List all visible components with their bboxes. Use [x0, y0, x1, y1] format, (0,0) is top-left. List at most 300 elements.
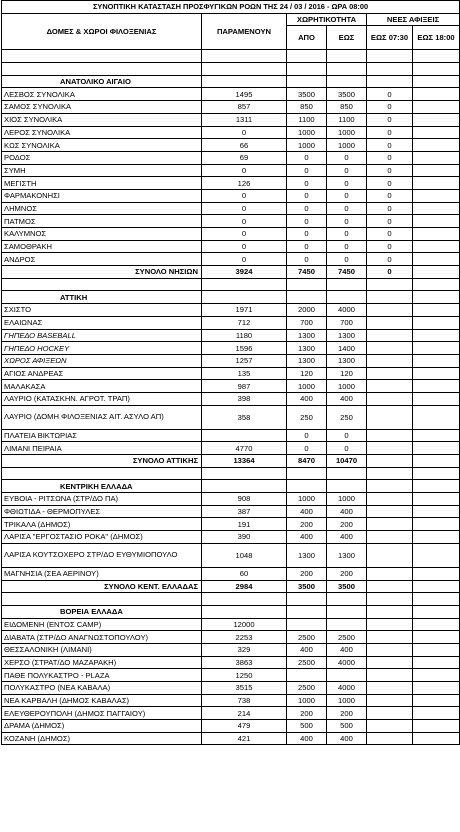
- until-0730-cell: [367, 329, 413, 342]
- until-0730-cell: [367, 442, 413, 455]
- remaining-cell: 3863: [202, 656, 287, 669]
- table-row: [2, 151, 460, 164]
- facility-name: ΔΡΑΜΑ (ΔΗΜΟΣ): [2, 720, 202, 733]
- empty-cell: [202, 291, 287, 304]
- empty-cell: [367, 278, 413, 291]
- empty-cell: [367, 63, 413, 76]
- capacity-from-cell: 0: [287, 240, 327, 253]
- empty-cell: [413, 278, 460, 291]
- remaining-cell: 387: [202, 505, 287, 518]
- until-0730-cell: [367, 493, 413, 506]
- table-row: [2, 405, 460, 429]
- capacity-to-cell: 200: [327, 518, 367, 531]
- section-header-row: [2, 75, 460, 88]
- facility-name: ΓΗΠΕΔΟ HOCKEY: [2, 342, 202, 355]
- until-1800-cell: [413, 342, 460, 355]
- empty-cell: [367, 605, 413, 618]
- section-title: ΚΕΝΤΡΙΚΗ ΕΛΛΑΔΑ: [2, 480, 202, 493]
- until-0730-cell: 0: [367, 113, 413, 126]
- remaining-cell: 1048: [202, 543, 287, 567]
- remaining-cell: 398: [202, 392, 287, 405]
- capacity-from-cell: 400: [287, 732, 327, 745]
- empty-cell: [287, 480, 327, 493]
- remaining-cell: 0: [202, 189, 287, 202]
- new-departures-header: ΝΕΕΣ ΑΦΙΞΕΙΣ: [367, 13, 460, 26]
- capacity-from-cell: 2500: [287, 682, 327, 695]
- total-row: [2, 455, 460, 468]
- until-1800-cell: [413, 580, 460, 593]
- capacity-to-cell: 1300: [327, 354, 367, 367]
- until-1800-cell: [413, 240, 460, 253]
- empty-cell: [413, 291, 460, 304]
- capacity-from-cell: 400: [287, 392, 327, 405]
- empty-cell: [327, 63, 367, 76]
- table-row: [2, 113, 460, 126]
- remaining-cell: 3924: [202, 266, 287, 279]
- until-1800-cell: [413, 189, 460, 202]
- table-row: [2, 505, 460, 518]
- facility-name: ΛΑΡΙΣΑ ΚΟΥΤΣΟΧΕΡΟ ΣΤΡ/ΔΟ ΕΥΘΥΜΙΟΠΟΥΛΟ: [2, 543, 202, 567]
- remaining-cell: 1257: [202, 354, 287, 367]
- empty-cell: [413, 480, 460, 493]
- capacity-to-cell: 1300: [327, 543, 367, 567]
- remaining-cell: 908: [202, 493, 287, 506]
- capacity-from-cell: 400: [287, 505, 327, 518]
- until-1800-cell: [413, 215, 460, 228]
- capacity-from-cell: 500: [287, 720, 327, 733]
- facility-name: ΛΑΡΙΣΑ "ΕΡΓΟΣΤΑΣΙΟ ΡΟΚΑ" (ΔΗΜΟΣ): [2, 531, 202, 544]
- table-row: [2, 316, 460, 329]
- facility-name: ΓΗΠΕΔΟ BASEBALL: [2, 329, 202, 342]
- until-1800-cell: [413, 177, 460, 190]
- capacity-from-cell: 1300: [287, 543, 327, 567]
- until-1800-cell: [413, 126, 460, 139]
- until-1800-cell: [413, 380, 460, 393]
- empty-cell: [287, 75, 327, 88]
- capacity-from-cell: 700: [287, 316, 327, 329]
- total-row: [2, 266, 460, 279]
- section-title: ΑΝΑΤΟΛΙΚΟ ΑΙΓΑΙΟ: [2, 75, 202, 88]
- empty-cell: [413, 75, 460, 88]
- capacity-header: ΧΩΡΗΤΙΚΟΤΗΤΑ: [287, 13, 367, 26]
- capacity-from-cell: 2500: [287, 656, 327, 669]
- until-1800-cell: [413, 354, 460, 367]
- capacity-to-cell: 1100: [327, 113, 367, 126]
- table-row: [2, 618, 460, 631]
- capacity-to-cell: 400: [327, 505, 367, 518]
- facility-name: ΛΕΡΟΣ ΣΥΝΟΛΙΚΑ: [2, 126, 202, 139]
- total-label: ΣΥΝΟΛΟ ΑΤΤΙΚΗΣ: [2, 455, 202, 468]
- until-1800-cell: [413, 543, 460, 567]
- until-1800-cell: [413, 518, 460, 531]
- until-1800-cell: [413, 669, 460, 682]
- remaining-cell: 191: [202, 518, 287, 531]
- until-1800-cell: [413, 329, 460, 342]
- remaining-cell: 1495: [202, 88, 287, 101]
- capacity-to-cell: 400: [327, 732, 367, 745]
- facility-name: ΕΥΒΟΙΑ - ΡΙΤΣΩΝΑ (ΣΤΡ/ΔΟ ΠΑ): [2, 493, 202, 506]
- capacity-from-cell: 3500: [287, 88, 327, 101]
- until-0730-cell: [367, 304, 413, 317]
- table-row: [2, 720, 460, 733]
- facility-name: ΦΘΙΩΤΙΔΑ - ΘΕΡΜΟΠΥΛΕΣ: [2, 505, 202, 518]
- capacity-from-cell: 0: [287, 253, 327, 266]
- until-0730-header: ΕΩΣ 07:30: [367, 26, 413, 50]
- until-1800-cell: [413, 707, 460, 720]
- remaining-cell: 738: [202, 694, 287, 707]
- until-1800-cell: [413, 682, 460, 695]
- remaining-cell: 1971: [202, 304, 287, 317]
- until-1800-cell: [413, 405, 460, 429]
- until-0730-cell: 0: [367, 101, 413, 114]
- empty-cell: [202, 63, 287, 76]
- capacity-from-cell: 1300: [287, 342, 327, 355]
- capacity-from-cell: 7450: [287, 266, 327, 279]
- capacity-from-cell: 2000: [287, 304, 327, 317]
- empty-cell: [327, 50, 367, 63]
- empty-cell: [287, 605, 327, 618]
- remaining-cell: 4770: [202, 442, 287, 455]
- until-0730-cell: [367, 354, 413, 367]
- table-row: [2, 429, 460, 442]
- remaining-cell: 13364: [202, 455, 287, 468]
- remaining-header: ΠΑΡΑΜΕΝΟΥΝ: [202, 13, 287, 50]
- capacity-to-cell: 1000: [327, 139, 367, 152]
- capacity-from-cell: 1300: [287, 354, 327, 367]
- until-0730-cell: 0: [367, 139, 413, 152]
- table-row: [2, 228, 460, 241]
- facility-name: ΧΩΡΟΣ ΑΦΙΞΕΩΝ: [2, 354, 202, 367]
- capacity-from-cell: 400: [287, 531, 327, 544]
- until-1800-cell: [413, 367, 460, 380]
- table-row: [2, 202, 460, 215]
- capacity-to-cell: 400: [327, 531, 367, 544]
- empty-cell: [202, 593, 287, 606]
- capacity-from-cell: 1000: [287, 139, 327, 152]
- capacity-to-cell: 700: [327, 316, 367, 329]
- capacity-to-header: ΕΩΣ: [327, 26, 367, 50]
- empty-cell: [367, 75, 413, 88]
- until-0730-cell: [367, 316, 413, 329]
- until-1800-cell: [413, 505, 460, 518]
- empty-cell: [413, 63, 460, 76]
- capacity-from-cell: 200: [287, 518, 327, 531]
- facility-name: ΔΙΑΒΑΤΑ (ΣΤΡ/ΔΟ ΑΝΑΓΝΩΣΤΟΠΟΥΛΟΥ): [2, 631, 202, 644]
- capacity-from-cell: 0: [287, 164, 327, 177]
- capacity-to-cell: 1400: [327, 342, 367, 355]
- section-header-row: [2, 605, 460, 618]
- capacity-to-cell: 850: [327, 101, 367, 114]
- remaining-cell: 69: [202, 151, 287, 164]
- capacity-to-cell: 0: [327, 151, 367, 164]
- capacity-from-cell: [287, 669, 327, 682]
- until-0730-cell: 0: [367, 253, 413, 266]
- remaining-cell: 479: [202, 720, 287, 733]
- table-row: [2, 215, 460, 228]
- empty-cell: [367, 50, 413, 63]
- until-1800-cell: [413, 694, 460, 707]
- facility-name: ΠΑΤΜΟΣ: [2, 215, 202, 228]
- empty-cell: [2, 63, 202, 76]
- until-0730-cell: [367, 732, 413, 745]
- table-row: [2, 732, 460, 745]
- capacity-from-cell: 1000: [287, 694, 327, 707]
- capacity-to-cell: [327, 669, 367, 682]
- until-0730-cell: 0: [367, 151, 413, 164]
- capacity-from-cell: 400: [287, 643, 327, 656]
- table-row: [2, 442, 460, 455]
- facility-name: ΦΑΡΜΑΚΟΝΗΣΙ: [2, 189, 202, 202]
- until-0730-cell: [367, 669, 413, 682]
- capacity-from-cell: 0: [287, 215, 327, 228]
- empty-cell: [413, 593, 460, 606]
- capacity-from-cell: 200: [287, 567, 327, 580]
- facility-name: ΛΗΜΝΟΣ: [2, 202, 202, 215]
- remaining-cell: 0: [202, 253, 287, 266]
- empty-cell: [202, 50, 287, 63]
- total-row: [2, 580, 460, 593]
- capacity-to-cell: 7450: [327, 266, 367, 279]
- capacity-from-cell: 1000: [287, 380, 327, 393]
- capacity-to-cell: 3500: [327, 580, 367, 593]
- until-1800-cell: [413, 631, 460, 644]
- remaining-cell: 1596: [202, 342, 287, 355]
- capacity-from-cell: 8470: [287, 455, 327, 468]
- until-0730-cell: [367, 643, 413, 656]
- until-1800-cell: [413, 643, 460, 656]
- facility-name: ΣΧΙΣΤΟ: [2, 304, 202, 317]
- until-1800-cell: [413, 88, 460, 101]
- until-0730-cell: 0: [367, 177, 413, 190]
- table-row: [2, 567, 460, 580]
- remaining-cell: 421: [202, 732, 287, 745]
- until-0730-cell: [367, 367, 413, 380]
- remaining-cell: 12000: [202, 618, 287, 631]
- until-1800-cell: [413, 720, 460, 733]
- empty-cell: [367, 593, 413, 606]
- empty-cell: [287, 593, 327, 606]
- until-1800-cell: [413, 567, 460, 580]
- until-0730-cell: [367, 543, 413, 567]
- table-row: [2, 669, 460, 682]
- capacity-to-cell: 2500: [327, 631, 367, 644]
- until-1800-cell: [413, 139, 460, 152]
- page-title: ΣΥΝΟΠΤΙΚΗ ΚΑΤΑΣΤΑΣΗ ΠΡΟΣΦΥΓΙΚΩΝ ΡΟΩΝ ΤΗΣ 24 / 03 / 2016 - ΩΡΑ 08:00: [2, 1, 460, 14]
- facility-name: ΧΕΡΣΟ (ΣΤΡΑΤ/ΔΟ ΜΑΖΑΡΑΚΗ): [2, 656, 202, 669]
- facility-name: ΛΙΜΑΝΙ ΠΕΙΡΑΙΑ: [2, 442, 202, 455]
- table-row: [2, 380, 460, 393]
- capacity-from-cell: 200: [287, 707, 327, 720]
- remaining-cell: 712: [202, 316, 287, 329]
- table-row: [2, 88, 460, 101]
- spacer-row: [2, 63, 460, 76]
- facility-name: ΠΑΘΕ ΠΟΛΥΚΑΣΤΡΟ - PLAZA: [2, 669, 202, 682]
- capacity-from-cell: 1000: [287, 126, 327, 139]
- capacity-to-cell: 0: [327, 240, 367, 253]
- table-row: [2, 177, 460, 190]
- capacity-to-cell: 0: [327, 202, 367, 215]
- remaining-cell: 0: [202, 202, 287, 215]
- capacity-to-cell: 4000: [327, 682, 367, 695]
- until-0730-cell: [367, 518, 413, 531]
- total-label: ΣΥΝΟΛΟ ΝΗΣΙΩΝ: [2, 266, 202, 279]
- empty-cell: [327, 605, 367, 618]
- until-0730-cell: [367, 580, 413, 593]
- remaining-cell: 329: [202, 643, 287, 656]
- remaining-cell: 3515: [202, 682, 287, 695]
- table-row: [2, 189, 460, 202]
- capacity-from-cell: 250: [287, 405, 327, 429]
- capacity-to-cell: 200: [327, 567, 367, 580]
- empty-cell: [367, 467, 413, 480]
- facility-name: ΝΕΑ ΚΑΡΒΑΛΗ (ΔΗΜΟΣ ΚΑΒΑΛΑΣ): [2, 694, 202, 707]
- facility-name: ΠΛΑΤΕΙΑ ΒΙΚΤΩΡΙΑΣ: [2, 429, 202, 442]
- facility-name: ΚΩΣ ΣΥΝΟΛΙΚΑ: [2, 139, 202, 152]
- remaining-cell: 358: [202, 405, 287, 429]
- until-1800-cell: [413, 316, 460, 329]
- capacity-to-cell: 400: [327, 392, 367, 405]
- facility-name: ΕΛΑΙΩΝΑΣ: [2, 316, 202, 329]
- empty-cell: [327, 467, 367, 480]
- empty-cell: [2, 50, 202, 63]
- until-0730-cell: [367, 342, 413, 355]
- empty-cell: [413, 605, 460, 618]
- capacity-from-cell: 850: [287, 101, 327, 114]
- facility-name: ΣΑΜΟΣ ΣΥΝΟΛΙΚΑ: [2, 101, 202, 114]
- facility-name: ΕΙΔΟΜΕΝΗ (ΕΝΤΟΣ CAMP): [2, 618, 202, 631]
- until-0730-cell: [367, 720, 413, 733]
- remaining-cell: 1250: [202, 669, 287, 682]
- table-row: [2, 354, 460, 367]
- table-row: [2, 707, 460, 720]
- remaining-cell: 135: [202, 367, 287, 380]
- facility-name: ΣΥΜΗ: [2, 164, 202, 177]
- until-0730-cell: 0: [367, 202, 413, 215]
- facility-name: ΕΛΕΥΘΕΡΟΥΠΟΛΗ (ΔΗΜΟΣ ΠΑΓΓΑΙΟΥ): [2, 707, 202, 720]
- table-row: [2, 101, 460, 114]
- capacity-to-cell: 4000: [327, 304, 367, 317]
- facility-name: ΜΑΓΝΗΣΙΑ (ΣΕΑ ΑΕΡΙΝΟΥ): [2, 567, 202, 580]
- facility-name: ΤΡΙΚΑΛΑ (ΔΗΜΟΣ): [2, 518, 202, 531]
- until-1800-cell: [413, 618, 460, 631]
- until-1800-cell: [413, 113, 460, 126]
- section-title: ΑΤΤΙΚΗ: [2, 291, 202, 304]
- table-row: [2, 392, 460, 405]
- remaining-cell: 126: [202, 177, 287, 190]
- empty-cell: [327, 75, 367, 88]
- until-0730-cell: [367, 682, 413, 695]
- empty-cell: [2, 278, 202, 291]
- capacity-from-cell: 2500: [287, 631, 327, 644]
- table-row: [2, 631, 460, 644]
- empty-cell: [2, 593, 202, 606]
- until-0730-cell: 0: [367, 240, 413, 253]
- table-row: [2, 240, 460, 253]
- until-1800-cell: [413, 531, 460, 544]
- capacity-to-cell: 1000: [327, 493, 367, 506]
- facility-name: ΛΕΣΒΟΣ ΣΥΝΟΛΙΚΑ: [2, 88, 202, 101]
- remaining-cell: 1180: [202, 329, 287, 342]
- table-row: [2, 682, 460, 695]
- section-title: ΒΟΡΕΙΑ ΕΛΛΑΔΑ: [2, 605, 202, 618]
- table-row: [2, 126, 460, 139]
- capacity-to-cell: 400: [327, 643, 367, 656]
- facility-name: ΣΑΜΟΘΡΑΚΗ: [2, 240, 202, 253]
- empty-cell: [327, 480, 367, 493]
- capacity-from-cell: 0: [287, 442, 327, 455]
- until-1800-cell: [413, 253, 460, 266]
- until-0730-cell: 0: [367, 126, 413, 139]
- remaining-cell: 66: [202, 139, 287, 152]
- facility-name: ΛΑΥΡΙΟ (ΚΑΤΑΣΚΗΝ. ΑΓΡΟΤ. ΤΡΑΠ): [2, 392, 202, 405]
- until-0730-cell: [367, 455, 413, 468]
- until-0730-cell: 0: [367, 189, 413, 202]
- until-0730-cell: [367, 631, 413, 644]
- capacity-from-cell: 120: [287, 367, 327, 380]
- until-1800-cell: [413, 455, 460, 468]
- capacity-from-cell: 1300: [287, 329, 327, 342]
- capacity-to-cell: 500: [327, 720, 367, 733]
- capacity-to-cell: 1000: [327, 380, 367, 393]
- empty-cell: [2, 467, 202, 480]
- remaining-cell: [202, 429, 287, 442]
- capacity-to-cell: 0: [327, 429, 367, 442]
- remaining-cell: 1311: [202, 113, 287, 126]
- capacity-to-cell: 0: [327, 215, 367, 228]
- table-body: [2, 1, 460, 745]
- until-1800-cell: [413, 202, 460, 215]
- empty-cell: [287, 278, 327, 291]
- capacity-from-cell: 0: [287, 228, 327, 241]
- until-0730-cell: [367, 531, 413, 544]
- capacity-to-cell: 0: [327, 442, 367, 455]
- spacer-row: [2, 278, 460, 291]
- facility-name: ΧΙΟΣ ΣΥΝΟΛΙΚΑ: [2, 113, 202, 126]
- empty-cell: [202, 480, 287, 493]
- empty-cell: [367, 480, 413, 493]
- until-0730-cell: [367, 392, 413, 405]
- capacity-to-cell: 0: [327, 228, 367, 241]
- capacity-from-cell: 1000: [287, 493, 327, 506]
- remaining-cell: 0: [202, 240, 287, 253]
- capacity-to-cell: 0: [327, 253, 367, 266]
- capacity-to-cell: 0: [327, 177, 367, 190]
- until-1800-cell: [413, 392, 460, 405]
- until-1800-cell: [413, 101, 460, 114]
- total-label: ΣΥΝΟΛΟ ΚΕΝΤ. ΕΛΛΑΔΑΣ: [2, 580, 202, 593]
- spacer-row: [2, 467, 460, 480]
- until-0730-cell: [367, 567, 413, 580]
- facility-name: ΠΟΛΥΚΑΣΤΡΟ (ΝΕΑ ΚΑΒΑΛΑ): [2, 682, 202, 695]
- facility-name: ΚΑΛΥΜΝΟΣ: [2, 228, 202, 241]
- table-row: [2, 304, 460, 317]
- empty-cell: [367, 291, 413, 304]
- capacity-to-cell: 0: [327, 164, 367, 177]
- remaining-cell: 987: [202, 380, 287, 393]
- remaining-cell: 60: [202, 567, 287, 580]
- capacity-to-cell: [327, 618, 367, 631]
- until-1800-header: ΕΩΣ 18:00: [413, 26, 460, 50]
- facility-name: ΡΟΔΟΣ: [2, 151, 202, 164]
- facilities-header: ΔΟΜΕΣ & ΧΩΡΟΙ ΦΙΛΟΞΕΝΙΑΣ: [2, 13, 202, 50]
- facility-name: ΑΝΔΡΟΣ: [2, 253, 202, 266]
- empty-cell: [413, 50, 460, 63]
- until-1800-cell: [413, 732, 460, 745]
- until-0730-cell: [367, 405, 413, 429]
- facility-name: ΜΑΛΑΚΑΣΑ: [2, 380, 202, 393]
- remaining-cell: 0: [202, 215, 287, 228]
- until-1800-cell: [413, 442, 460, 455]
